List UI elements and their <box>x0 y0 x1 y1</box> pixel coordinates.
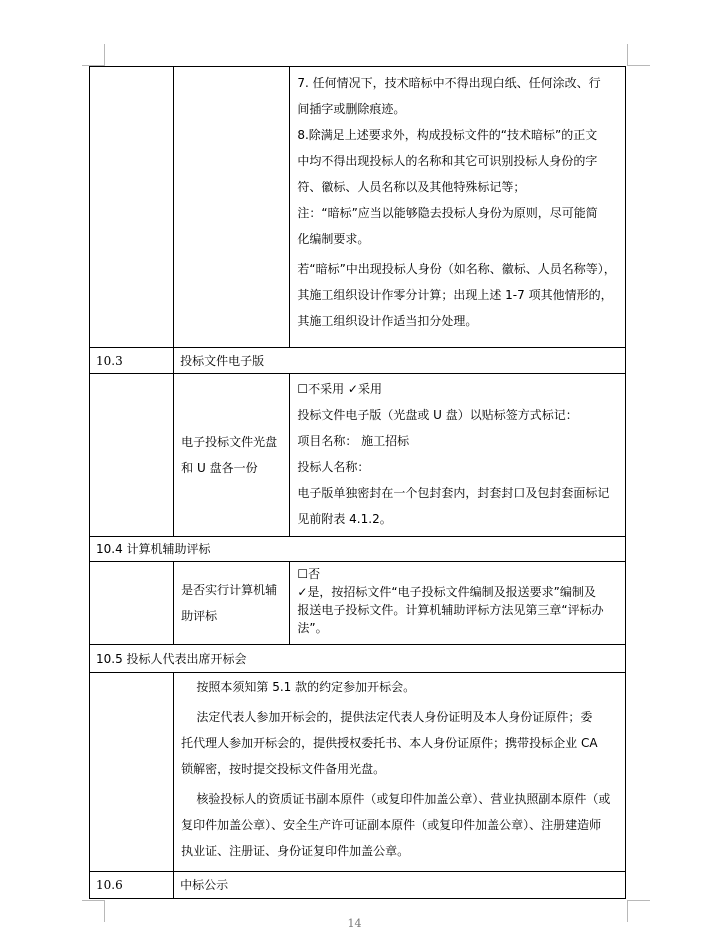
cell-electronic-bid-content <box>290 374 626 537</box>
label-line: 电子投标文件光盘 <box>181 435 278 449</box>
text-line: 投标文件电子版（光盘或 U 盘）以贴标签方式标记： <box>297 408 578 422</box>
text-line: 注：“暗标”应当以能够隐去投标人身份为原则，尽可能简 <box>297 206 598 220</box>
option-line: ☐不采用 ✓采用 <box>297 382 382 396</box>
cell-empty-number <box>90 562 174 645</box>
cell-empty-number <box>90 673 174 872</box>
text-line: 化编制要求。 <box>297 232 370 246</box>
text-line: 项目名称： 施工招标 <box>297 434 410 448</box>
cell-computer-aided-content <box>290 562 626 645</box>
text-line: 间插字或删除痕迹。 <box>297 102 406 116</box>
cell-electronic-bid-label <box>174 374 290 537</box>
section-title-10-3: 投标文件电子版 <box>174 348 626 374</box>
option-line: ☐否 <box>297 567 321 581</box>
crop-mark-top-left-v <box>104 44 105 66</box>
text-line: 按照本须知第 5.1 款的约定参加开标会。 <box>181 680 416 694</box>
text-line: 若“暗标”中出现投标人身份（如名称、徽标、人员名称等）， <box>297 262 616 276</box>
table-row-10-3-content <box>90 374 626 537</box>
text-line: 报送电子投标文件。计算机辅助评标方法见第三章“评标办 <box>297 603 604 617</box>
section-heading-10-5: 10.5 投标人代表出席开标会 <box>90 645 626 673</box>
text-line: 7. 任何情况下，技术暗标中不得出现白纸、任何涂改、行 <box>297 76 601 90</box>
table-row-10-5-content <box>90 673 626 872</box>
text-line: 见前附表 4.1.2。 <box>297 512 392 526</box>
crop-mark-top-right-v <box>627 44 628 66</box>
cell-empty-number <box>90 374 174 537</box>
text-line: 法”。 <box>297 621 328 635</box>
cell-technical-blind-bid-rules <box>290 67 626 348</box>
section-number-10-3: 10.3 <box>90 348 174 374</box>
crop-mark-top-right-h <box>628 65 650 66</box>
crop-mark-bottom-right-h <box>628 900 650 901</box>
text-line: 锁解密，按时提交投标文件备用光盘。 <box>181 762 386 776</box>
cell-empty-label <box>174 67 290 348</box>
text-line: 复印件加盖公章）、安全生产许可证副本原件（或复印件加盖公章）、注册建造师 <box>181 818 602 832</box>
page-number: 14 <box>347 917 362 930</box>
text-line: 8.除满足上述要求外，构成投标文件的“技术暗标”的正文 <box>297 128 598 142</box>
text-line: 中均不得出现投标人的名称和其它可识别投标人身份的字 <box>297 154 598 168</box>
text-line: 其施工组织设计作零分计算；出现上述 1-7 项其他情形的， <box>297 288 613 302</box>
label-line: 和 U 盘各一份 <box>181 461 258 475</box>
table-row-10-4-content <box>90 562 626 645</box>
section-number-10-6: 10.6 <box>90 872 174 899</box>
label-line: 是否实行计算机辅 <box>181 583 278 597</box>
table-row-continuation <box>90 67 626 348</box>
section-title-10-6: 中标公示 <box>174 872 626 899</box>
bid-instructions-table <box>89 66 626 899</box>
cell-bid-opening-content <box>174 673 626 872</box>
table-row-10-4-header <box>90 537 626 562</box>
text-line: 核验投标人的资质证书副本原件（或复印件加盖公章）、营业执照副本原件（或 <box>181 792 611 806</box>
label-line: 助评标 <box>181 609 218 623</box>
crop-mark-bottom-left-h <box>82 900 104 901</box>
cell-computer-aided-label <box>174 562 290 645</box>
text-line: 投标人名称： <box>297 460 370 474</box>
table-row-10-6-header <box>90 872 626 899</box>
text-line: 电子版单独密封在一个包封套内，封套封口及包封套面标记 <box>297 486 610 500</box>
cell-empty-number <box>90 67 174 348</box>
text-line: 托代理人参加开标会的，提供授权委托书、本人身份证原件；携带投标企业 CA <box>181 736 598 750</box>
text-line: 其施工组织设计作适当扣分处理。 <box>297 314 478 328</box>
table-row-10-3-header <box>90 348 626 374</box>
text-line: 法定代表人参加开标会的，提供法定代表人身份证明及本人身份证原件；委 <box>181 710 593 724</box>
table-row-10-5-header <box>90 645 626 673</box>
text-line: ✓是，按招标文件“电子投标文件编制及报送要求”编制及 <box>297 585 596 599</box>
text-line: 符、徽标、人员名称以及其他特殊标记等； <box>297 180 526 194</box>
section-heading-10-4: 10.4 计算机辅助评标 <box>90 537 626 562</box>
text-line: 执业证、注册证、身份证复印件加盖公章。 <box>181 844 410 858</box>
